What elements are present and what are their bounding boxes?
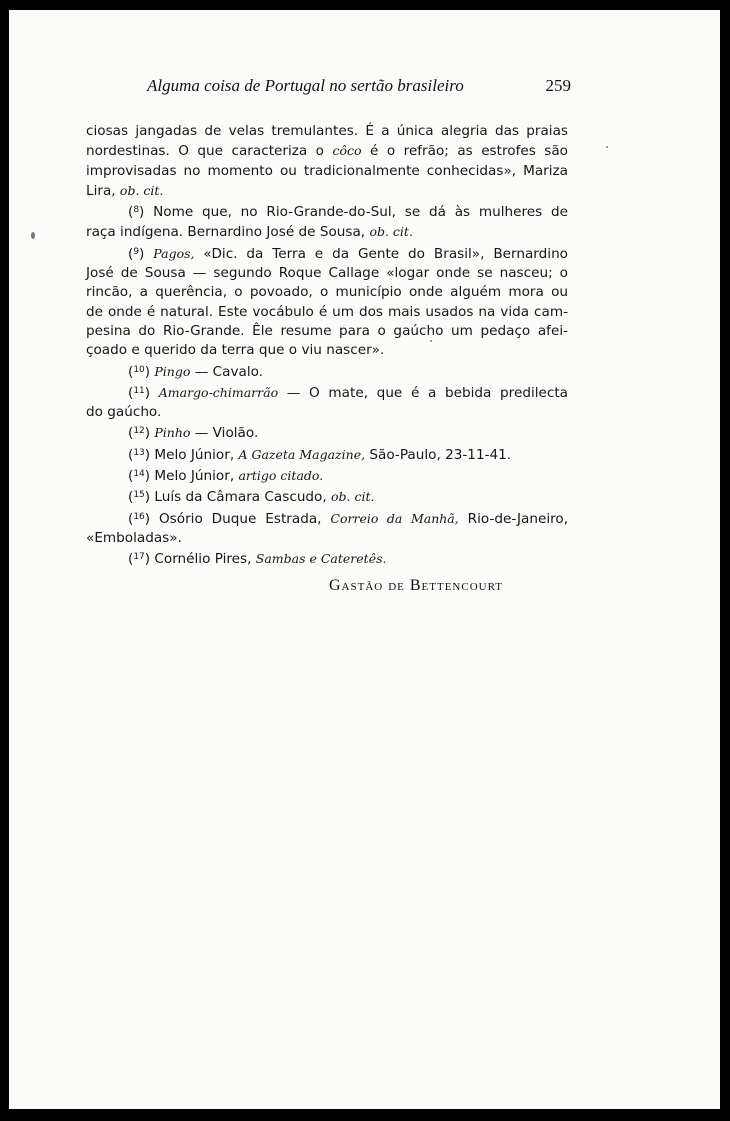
print-speck: [606, 146, 608, 148]
footnote-8-cont: raça indígena. Bernardino José de Sousa, ob. cit.: [86, 224, 413, 241]
footnote-12: ($^{12}$) Pinho — Violão.: [128, 425, 259, 442]
footnote-14: ($^{14}$) Melo Júnior, artigo citado.: [128, 468, 324, 485]
footnote-17: ($^{17}$) Cornélio Pires, Sambas e Cateretês.: [128, 551, 387, 568]
author-signature: Gastão de Bettencourt: [329, 577, 503, 594]
continuation-line: ciosas jangadas de velas tremulantes. É a única alegria das praias: [86, 123, 568, 139]
continuation-line: nordestinas. O que caracteriza o côco é o refrão; as estrofes são: [86, 143, 568, 160]
footnote-13: ($^{13}$) Melo Júnior, A Gazeta Magazine, São-Paulo, 23-11-41.: [128, 446, 512, 463]
footnote-16: ($^{16}$) Osório Duque Estrada, Correio da Manhã, Rio-de-Janeiro,: [128, 510, 569, 527]
continuation-line: Lira, ob. cit.: [86, 182, 164, 199]
footnote-16-cont: «Emboladas».: [86, 529, 182, 546]
page-number: 259: [545, 76, 571, 95]
footnote-15: ($^{15}$) Luís da Câmara Cascudo, ob. cit.: [128, 489, 375, 506]
print-speck: [31, 232, 35, 239]
footnote-10: ($^{10}$) Pingo — Cavalo.: [128, 363, 264, 380]
footnote-9-cont: de onde é natural. Este vocábulo é um dos mais usados na vida cam-: [86, 303, 568, 320]
print-speck: [430, 340, 432, 342]
continuation-line: improvisadas no momento ou tradicionalmente conhecidas», Mariza: [86, 162, 568, 179]
footnote-9: ($^9$) Pagos, «Dic. da Terra e da Gente do Brasil», Bernardino: [128, 245, 569, 262]
footnote-9-cont: pesina do Rio-Grande. Êle resume para o gaúcho um pedaço afei-: [86, 322, 568, 339]
running-title: Alguma coisa de Portugal no sertão brasileiro: [147, 76, 464, 95]
footnote-11: ($^{11}$) Amargo-chimarrão — O mate, que é a bebida predilecta: [128, 384, 569, 401]
footnote-9-cont: José de Sousa — segundo Roque Callage «logar onde se nasceu; o: [86, 265, 568, 282]
footnote-11-cont: do gaúcho.: [86, 404, 162, 421]
book-page: [9, 10, 720, 1109]
footnotes-body: [86, 122, 568, 570]
footnote-9-cont: çoado e querido da terra que o viu nascer».: [86, 342, 385, 359]
footnote-9-cont: rincão, a querência, o povoado, o município onde alguém mora ou: [86, 284, 568, 301]
footnote-8: ($^8$) Nome que, no Rio-Grande-do-Sul, se dá às mulheres de: [128, 204, 568, 221]
